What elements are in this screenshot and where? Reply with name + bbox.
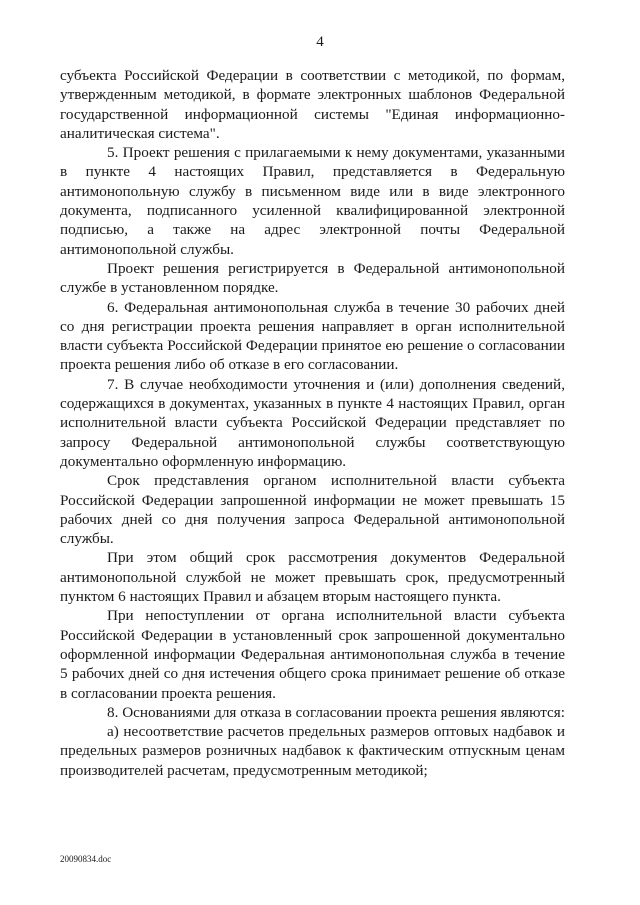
paragraph-registration: Проект решения регистрируется в Федеральной антимонопольной службе в установленном порядке. [60, 259, 565, 297]
paragraph-item-7: 7. В случае необходимости уточнения и (или) дополнения сведений, содержащихся в документах, указанных в пункте 4 настоящих Правил, орган исполнительной власти субъекта Российской Федерации представляет по запросу Федеральной антимонопольной службы соответствующую документально оформленную информацию. [60, 375, 565, 470]
document-body [60, 66, 565, 780]
paragraph-continuation: субъекта Российской Федерации в соответствии с методикой, по формам, утвержденным методикой, в формате электронных шаблонов Федеральной государственной информационной системы "Единая информационно-аналитическая система". [60, 67, 565, 142]
paragraph-item-5: 5. Проект решения с прилагаемыми к нему документами, указанными в пункте 4 настоящих Правил, представляется в Федеральную антимонопольную службу в письменном виде или в виде электронного документа, подписанного усиленной квалифицированной электронной подписью, а также на адрес электронной почты Федеральной антимонопольной службы. [60, 144, 565, 258]
footer-doc-code: 20090834.doc [60, 854, 112, 864]
paragraph-subitem-a: а) несоответствие расчетов предельных размеров оптовых надбавок и предельных размеров розничных надбавок к фактическим отпускным ценам производителей расчетам, предусмотренным методикой; [60, 723, 565, 779]
paragraph-deadline: Срок представления органом исполнительной власти субъекта Российской Федерации запрошенной информации не может превышать 15 рабочих дней со дня получения запроса Федеральной антимонопольной службы. [60, 472, 565, 548]
paragraph-total-term: При этом общий срок рассмотрения документов Федеральной антимонопольной службой не может превышать срок, предусмотренный пунктом 6 настоящих Правил и абзацем вторым настоящего пункта. [60, 549, 565, 606]
paragraph-item-8: 8. Основаниями для отказа в согласовании проекта решения являются: [107, 703, 565, 721]
paragraph-non-receipt: При непоступлении от органа исполнительной власти субъекта Российской Федерации в установленный срок запрошенной документально оформленной информации Федеральная антимонопольная служба в течение 5 рабочих дней со дня истечения общего срока принимает решение об отказе в согласовании проекта решения. [60, 607, 565, 702]
page-number: 4 [316, 34, 324, 50]
paragraph-item-6: 6. Федеральная антимонопольная служба в течение 30 рабочих дней со дня регистрации проекта решения направляет в орган исполнительной власти субъекта Российской Федерации принятое ею решение о согласовании проекта решения либо об отказе в его согласовании. [60, 298, 565, 374]
